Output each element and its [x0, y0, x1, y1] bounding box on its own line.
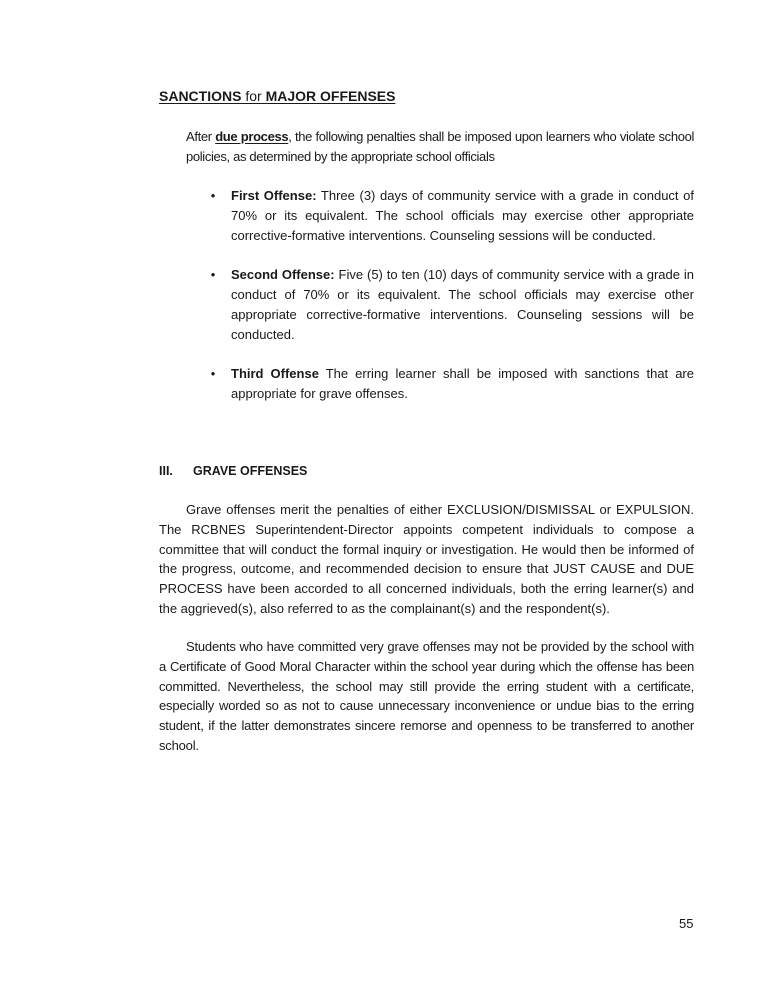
second-offense-text: Five (5) to ten (10) days of community service with a grade in conduct of 70% or its equivalent. The school officials may exercise other appropriate corrective-formative interventions. Counseling sessions will be conducted.: [231, 267, 695, 342]
first-offense-text: Three (3) days of community service with a grade in conduct of 70% or its equivalent. The school officials may exercise other appropriate corrective-formative interventions. Counseling sessions will be conducted.: [231, 188, 695, 243]
heading-for: for: [241, 88, 266, 104]
second-offense-item: [208, 265, 694, 345]
section-number: III.: [159, 464, 173, 478]
first-offense-item: [208, 186, 694, 246]
section-title-text: GRAVE OFFENSES: [193, 464, 308, 478]
bullet-icon: •: [210, 188, 216, 203]
intro-rest: , the following penalties shall be imposed upon learners who violate school policies, as determined by the appropriate school officials: [186, 129, 694, 164]
page-number: 55: [679, 916, 694, 931]
grave-offenses-paragraph: Grave offenses merit the penalties of either EXCLUSION/DISMISSAL or EXPULSION. The RCBNES Superintendent-Director appoints competent individuals to compose a committee that will conduct the formal inquiry or investigation. He would then be informed of the progress, outcome, and recommended decision to ensure that JUST CAUSE and DUE PROCESS have been accorded to all concerned individuals, both the erring learner(s) and the aggrieved(s), also referred to as the complainant(s) and the respondent(s).: [159, 502, 694, 616]
heading-major-offenses: MAJOR OFFENSES: [265, 88, 396, 104]
offense-list: [208, 186, 694, 423]
good-moral-certificate-paragraph: Students who have committed very grave offenses may not be provided by the school with a Certificate of Good Moral Character within the school year during which the offense has been committed. Nevertheless, the school may still provide the erring student with a certificate, especially worded so as not to cause unnecessary inconvenience or undue bias to the erring student, if the latter demonstrates sincere remorse and openness to be transferred to another school.: [159, 639, 694, 753]
grave-offenses-heading: [159, 461, 307, 481]
sanctions-heading: [159, 86, 395, 106]
bullet-icon: •: [210, 267, 216, 282]
third-offense-text: The erring learner shall be imposed with sanctions that are appropriate for grave offenses.: [231, 366, 694, 401]
due-process-emphasis: due process: [215, 129, 289, 144]
intro-paragraph: [186, 127, 694, 167]
first-offense-label: First Offense:: [231, 188, 317, 203]
intro-prefix: After: [186, 129, 216, 144]
third-offense-item: [208, 364, 694, 404]
second-offense-label: Second Offense:: [231, 267, 335, 282]
bullet-icon: •: [210, 366, 216, 381]
heading-sanctions: SANCTIONS: [159, 88, 242, 104]
third-offense-label: Third Offense: [231, 366, 319, 381]
